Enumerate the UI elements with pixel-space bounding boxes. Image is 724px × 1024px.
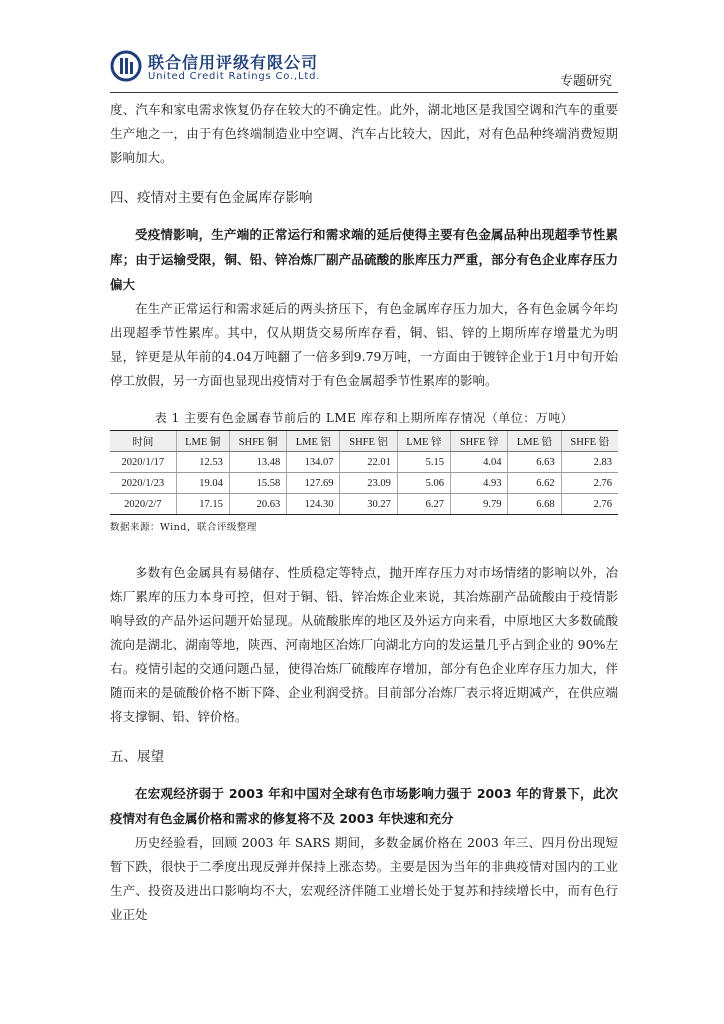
inventory-table (110, 430, 618, 515)
table-cell: 23.09 (340, 473, 397, 494)
table-cell: 2.83 (561, 452, 618, 473)
table-row (110, 494, 618, 515)
table-cell: 30.27 (340, 494, 397, 515)
table-row (110, 473, 618, 494)
table-cell: 9.79 (451, 494, 508, 515)
table-cell: 2.76 (561, 494, 618, 515)
document-body (110, 98, 618, 927)
table-cell: 15.58 (229, 473, 286, 494)
table-cell: 124.30 (287, 494, 340, 515)
table-header-cell: LME 铜 (176, 431, 229, 452)
table-header-cell: SHFE 铜 (229, 431, 286, 452)
company-name-en: United Credit Ratings Co.,Ltd. (148, 71, 321, 82)
table-header-row (110, 431, 618, 452)
table-cell: 5.06 (397, 473, 450, 494)
table-row (110, 452, 618, 473)
table-cell: 5.15 (397, 452, 450, 473)
section-4-paragraph-2: 多数有色金属具有易储存、性质稳定等特点，抛开库存压力对市场情绪的影响以外，冶炼厂累库的压力本身可控，但对于铜、铅、锌冶炼企业来说，其冶炼副产品硫酸由于疫情影响导致的产品外运问题开始显现。从硫酸胀库的地区及外运方向来看，中原地区大多数硫酸流向是湖北、湖南等地，陕西、河南地区冶炼厂向湖北方向的发运量几乎占到企业的 90%左右。疫情引起的交通问题凸显，使得冶炼厂硫酸库存增加，部分有色企业库存压力加大，伴随而来的是硫酸价格不断下降、企业利润受挤。目前部分冶炼厂表示将近期减产，在供应端将支撑铜、铅、锌价格。 (110, 565, 618, 724)
table-cell: 6.63 (508, 452, 561, 473)
intro-continuation: 度、汽车和家电需求恢复仍存在较大的不确定性。此外，湖北地区是我国空调和汽车的重要生产地之一，由于有色终端制造业中空调、汽车占比较大，因此，对有色品种终端消费短期影响加大。 (110, 102, 618, 165)
table-cell: 17.15 (176, 494, 229, 515)
company-name-cn: 联合信用评级有限公司 (148, 53, 319, 72)
table-header-cell: LME 铝 (287, 431, 340, 452)
section-4-heading: 四、疫情对主要有色金属库存影响 (110, 190, 313, 206)
table-header-cell: 时间 (110, 431, 176, 452)
table-header-cell: LME 锌 (397, 431, 450, 452)
table-header-cell: SHFE 锌 (451, 431, 508, 452)
section-5-lead: 在宏观经济弱于 2003 年和中国对全球有色市场影响力强于 2003 年的背景下，此次疫情对有色金属价格和需求的修复将不及 2003 年快速和充分 (110, 786, 618, 826)
page-header (110, 46, 618, 92)
table-cell: 134.07 (287, 452, 340, 473)
table-cell: 22.01 (340, 452, 397, 473)
table-caption: 表 1 主要有色金属春节前后的 LME 库存和上期所库存情况（单位：万吨） (154, 411, 574, 425)
table-cell: 19.04 (176, 473, 229, 494)
header-divider (110, 92, 618, 93)
table-header-cell: LME 铅 (508, 431, 561, 452)
table-cell: 2020/1/23 (110, 473, 176, 494)
table-header-cell: SHFE 铅 (561, 431, 618, 452)
table-source-note: 数据来源：Wind，联合评级整理 (110, 522, 257, 533)
table-cell: 127.69 (287, 473, 340, 494)
table-cell: 20.63 (229, 494, 286, 515)
section-5-paragraph-1: 历史经验看，回顾 2003 年 SARS 期间，多数金属价格在 2003 年三、四月份出现短暂下跌，很快于二季度出现反弹并保持上涨态势。主要是因为当年的非典疫情对国内的工业生产、投资及进出口影响均不大，宏观经济伴随工业增长处于复苏和持续增长中，而有色行业正处 (110, 835, 618, 922)
company-logo-icon (110, 50, 142, 82)
section-spacer (110, 533, 618, 561)
table-cell: 2.76 (561, 473, 618, 494)
section-4-lead: 受疫情影响，生产端的正常运行和需求端的延后使得主要有色金属品种出现超季节性累库；由于运输受限，铜、铅、锌冶炼厂副产品硫酸的胀库压力严重，部分有色企业库存压力偏大 (110, 227, 618, 292)
doc-type-label: 专题研究 (559, 74, 612, 89)
section-4-paragraph-1: 在生产正常运行和需求延后的两头挤压下，有色金属库存压力加大，各有色金属今年均出现超季节性累库。其中，仅从期货交易所库存看，铜、铝、锌的上期所库存增量尤为明显，锌更是从年前的4.04万吨翻了一倍多到9.79万吨，一方面由于镀锌企业于1月中旬开始停工放假，另一方面也显现出疫情对于有色金属超季节性累库的影响。 (110, 301, 618, 388)
table-cell: 6.68 (508, 494, 561, 515)
table-cell: 6.62 (508, 473, 561, 494)
table-cell: 2020/2/7 (110, 494, 176, 515)
table-cell: 6.27 (397, 494, 450, 515)
table-cell: 4.93 (451, 473, 508, 494)
table-cell: 13.48 (229, 452, 286, 473)
table-header-cell: SHFE 铝 (340, 431, 397, 452)
section-5-heading: 五、展望 (110, 749, 164, 765)
table-cell: 2020/1/17 (110, 452, 176, 473)
table-cell: 4.04 (451, 452, 508, 473)
table-cell: 12.53 (176, 452, 229, 473)
